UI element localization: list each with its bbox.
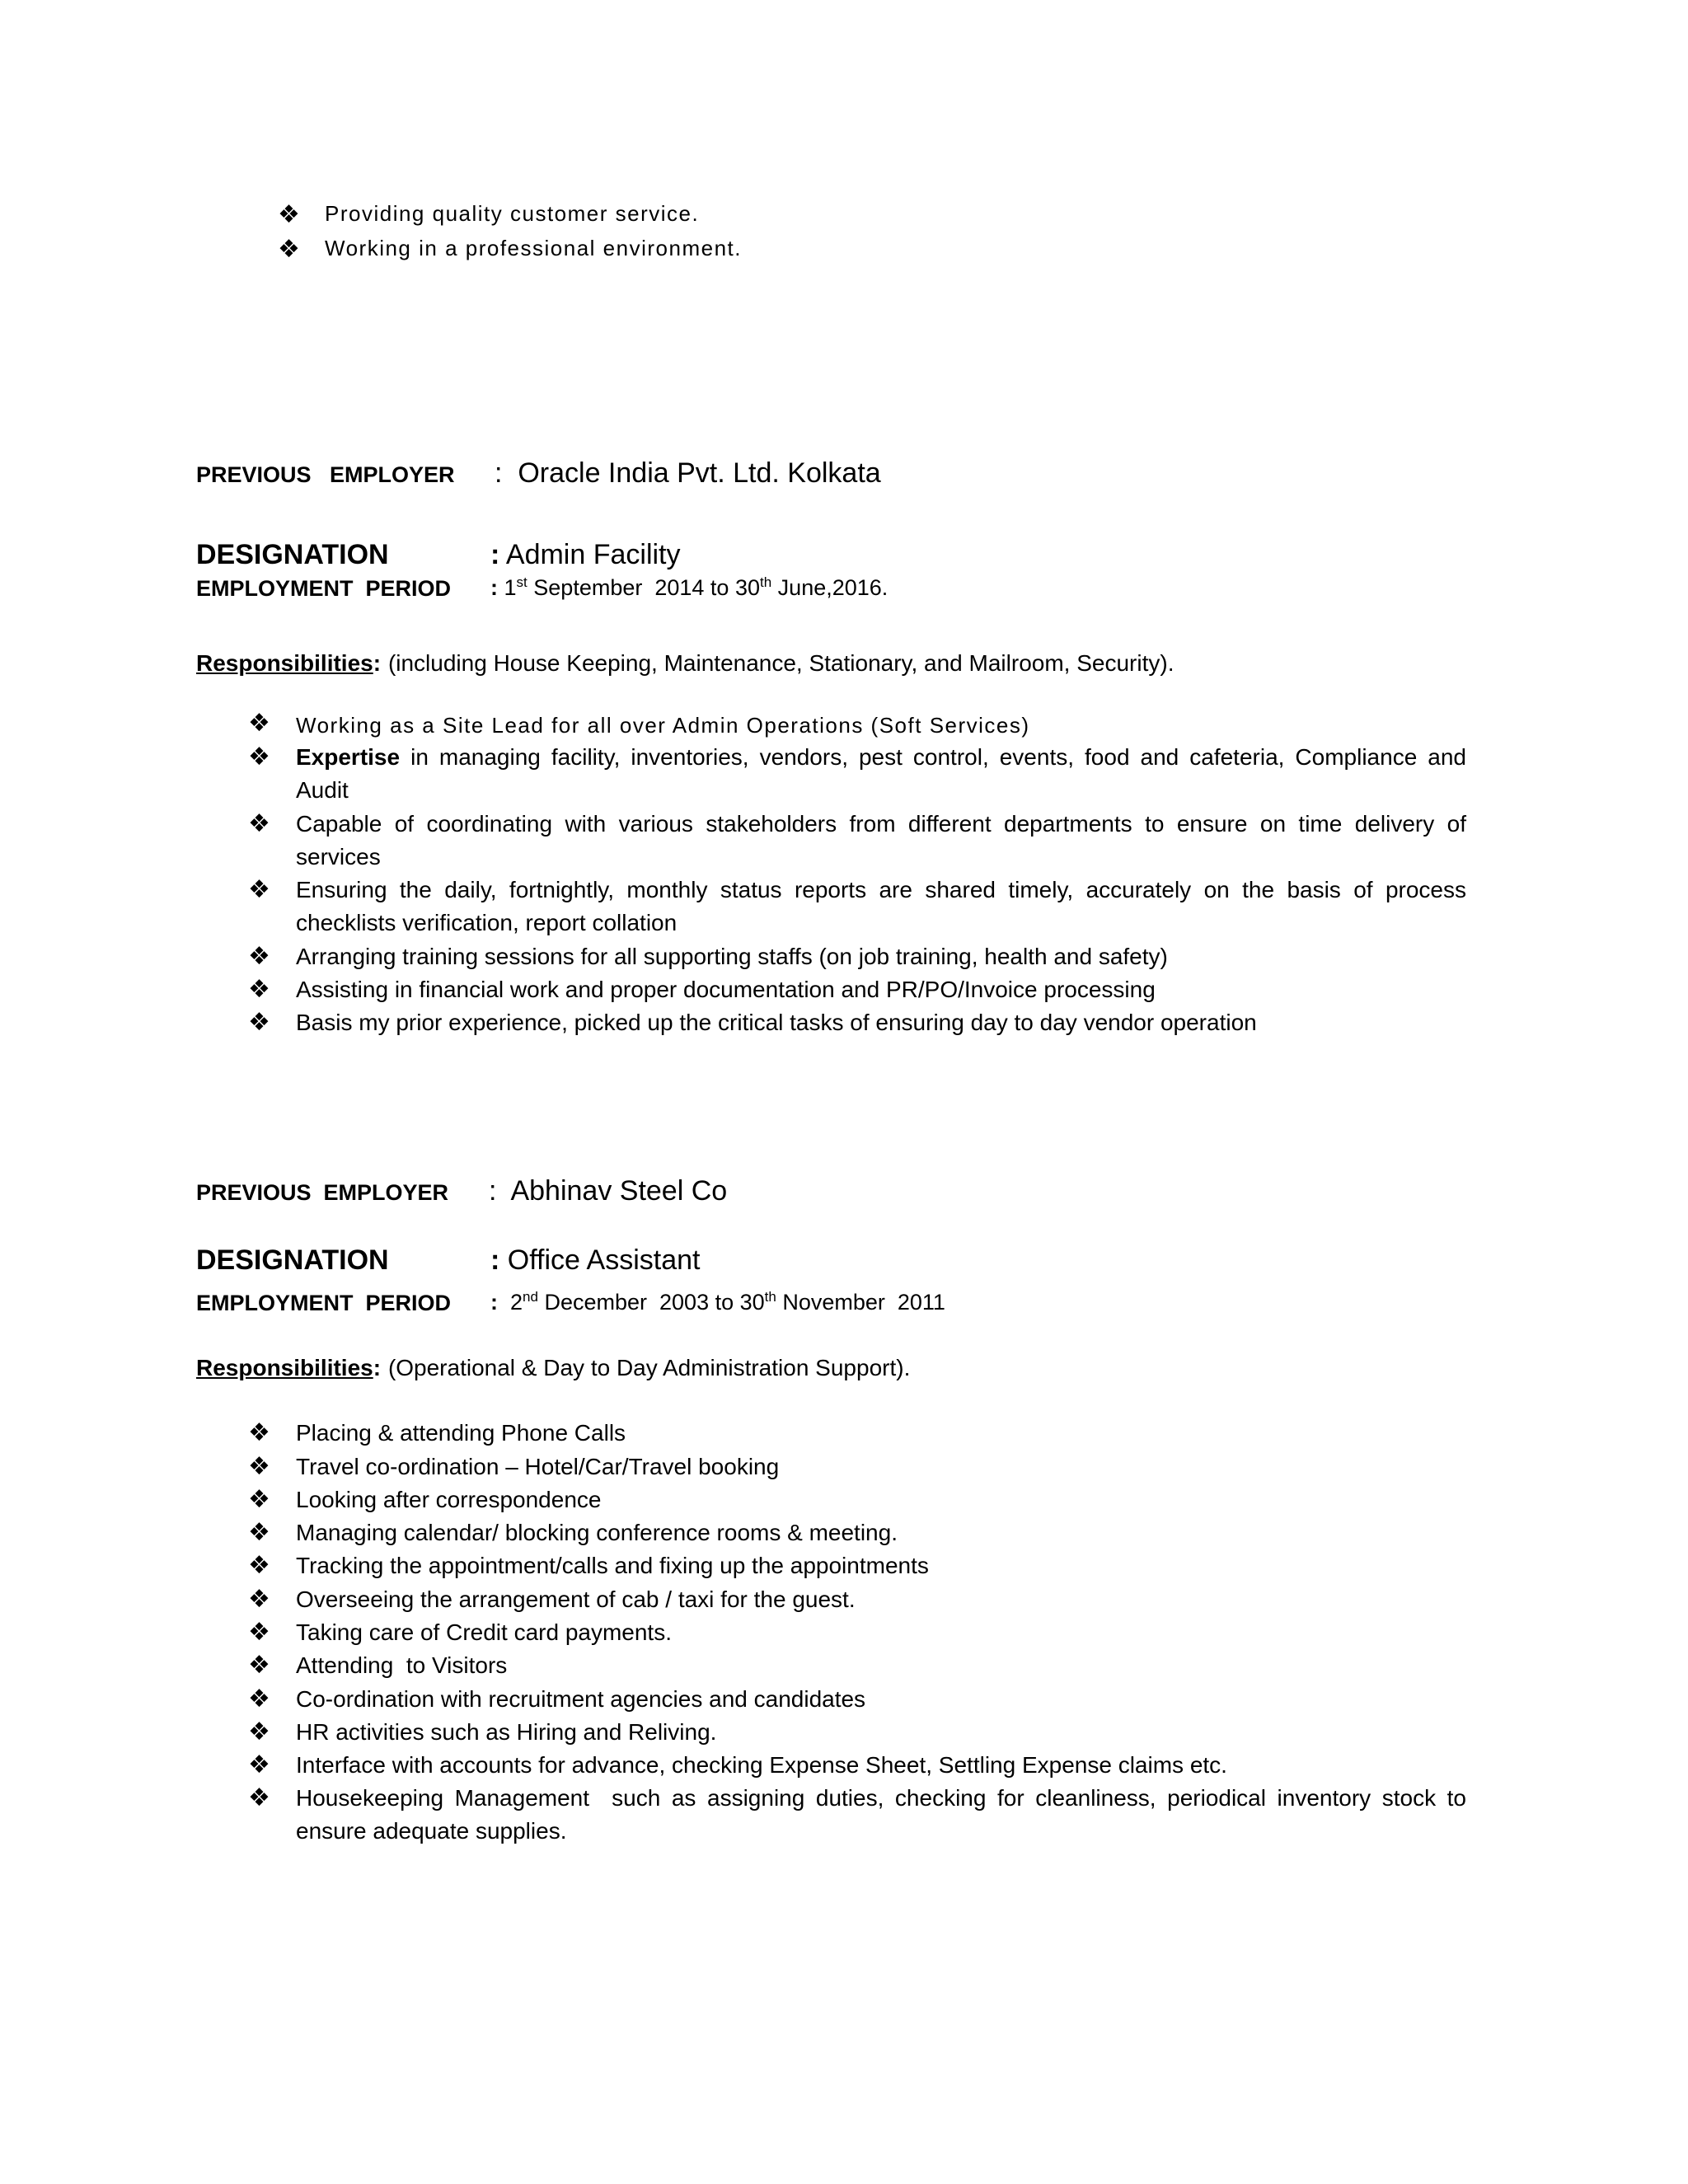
bullet-icon: ❖ bbox=[248, 809, 270, 838]
bullet-icon: ❖ bbox=[248, 1618, 270, 1647]
list-item: Looking after correspondence bbox=[296, 1487, 602, 1512]
responsibilities-label: Responsibilities bbox=[196, 1355, 373, 1380]
period-value bbox=[490, 1290, 945, 1315]
period-start-day: 1 bbox=[504, 575, 517, 600]
bullet-icon: ❖ bbox=[248, 1750, 270, 1779]
list-item: Tracking the appointment/calls and fixing up the appointments bbox=[296, 1553, 929, 1578]
list-item: Providing quality customer service. bbox=[325, 201, 700, 226]
designation-text: Admin Facility bbox=[499, 539, 681, 570]
period-end-rest: June,2016. bbox=[771, 575, 889, 600]
responsibilities-label: Responsibilities bbox=[196, 650, 373, 676]
period-start-rest: September 2014 to 30 bbox=[527, 575, 760, 600]
list-item bbox=[296, 741, 1466, 807]
list-item: Taking care of Credit card payments. bbox=[296, 1619, 672, 1645]
bullet-icon: ❖ bbox=[248, 942, 270, 971]
period-colon: : bbox=[490, 1290, 498, 1315]
list-item: Housekeeping Management such as assigning duties, checking for cleanliness, periodical inventory stock to ensure adequate supplies. bbox=[296, 1785, 1473, 1844]
responsibilities-heading bbox=[196, 650, 1174, 677]
designation-colon: : bbox=[490, 539, 500, 570]
list-item: Co-ordination with recruitment agencies and candidates bbox=[296, 1686, 866, 1712]
responsibilities-note: (Operational & Day to Day Administration Support). bbox=[387, 1355, 911, 1380]
list-item-text: in managing facility, inventories, vendors, pest control, events, food and cafeteria, Compliance and Audit bbox=[296, 744, 1466, 803]
responsibilities-colon: : bbox=[373, 1355, 382, 1380]
list-item: Overseeing the arrangement of cab / taxi for the guest. bbox=[296, 1586, 856, 1612]
list-item: Travel co-ordination – Hotel/Car/Travel booking bbox=[296, 1454, 780, 1479]
employer-label: PREVIOUS EMPLOYER bbox=[196, 1180, 449, 1205]
list-item: Working in a professional environment. bbox=[325, 236, 742, 260]
bullet-icon: ❖ bbox=[248, 975, 270, 1004]
designation-value bbox=[490, 1244, 700, 1277]
period-value bbox=[490, 575, 888, 601]
bullet-icon: ❖ bbox=[248, 1418, 270, 1447]
list-item: Basis my prior experience, picked up the critical tasks of ensuring day to day vendor operation bbox=[296, 1010, 1257, 1035]
list-item: Capable of coordinating with various stakeholders from different departments to ensure on time delivery of services bbox=[296, 811, 1466, 869]
responsibilities-colon: : bbox=[373, 650, 382, 676]
period-label: EMPLOYMENT PERIOD bbox=[196, 576, 452, 601]
bullet-icon: ❖ bbox=[248, 1585, 270, 1614]
list-item: Interface with accounts for advance, checking Expense Sheet, Settling Expense claims etc. bbox=[296, 1752, 1227, 1778]
list-item: Arranging training sessions for all supporting staffs (on job training, health and safety) bbox=[296, 944, 1168, 969]
list-item: Attending to Visitors bbox=[296, 1652, 508, 1678]
list-item: Ensuring the daily, fortnightly, monthly status reports are shared timely, accurately on the basis of process checklists verification, report collation bbox=[296, 877, 1466, 935]
list-item: Placing & attending Phone Calls bbox=[296, 1420, 626, 1446]
designation-colon: : bbox=[490, 1244, 500, 1276]
bullet-icon: ❖ bbox=[248, 709, 270, 738]
period-start-sup: nd bbox=[523, 1289, 538, 1305]
bullet-icon: ❖ bbox=[278, 200, 300, 229]
period-start-rest: December 2003 to 30 bbox=[537, 1290, 765, 1315]
designation-value bbox=[490, 539, 681, 571]
bullet-icon: ❖ bbox=[248, 875, 270, 904]
employer-label: PREVIOUS EMPLOYER bbox=[196, 462, 455, 487]
list-item: Managing calendar/ blocking conference rooms & meeting. bbox=[296, 1520, 898, 1545]
period-end-sup: th bbox=[759, 574, 772, 590]
bullet-icon: ❖ bbox=[248, 1008, 270, 1037]
bullet-icon: ❖ bbox=[248, 1452, 270, 1481]
bullet-icon: ❖ bbox=[248, 1718, 270, 1746]
bullet-icon: ❖ bbox=[248, 1518, 270, 1547]
period-end-sup: th bbox=[764, 1289, 776, 1305]
bullet-icon: ❖ bbox=[248, 1485, 270, 1514]
period-start-day: 2 bbox=[510, 1290, 523, 1315]
designation-label: DESIGNATION bbox=[196, 1244, 389, 1276]
period-end-rest: November 2011 bbox=[776, 1290, 945, 1315]
list-item: Assisting in financial work and proper documentation and PR/PO/Invoice processing bbox=[296, 977, 1156, 1002]
period-start-sup: st bbox=[516, 574, 528, 590]
bullet-icon: ❖ bbox=[248, 743, 270, 771]
period-label: EMPLOYMENT PERIOD bbox=[196, 1291, 452, 1315]
list-item: HR activities such as Hiring and Reliving. bbox=[296, 1719, 717, 1745]
employer-value: : Oracle India Pvt. Ltd. Kolkata bbox=[495, 457, 881, 489]
responsibilities-heading bbox=[196, 1355, 910, 1381]
bullet-icon: ❖ bbox=[248, 1783, 270, 1812]
employer-value: : Abhinav Steel Co bbox=[489, 1175, 728, 1207]
bullet-icon: ❖ bbox=[278, 235, 300, 264]
designation-label: DESIGNATION bbox=[196, 539, 389, 570]
responsibilities-note: (including House Keeping, Maintenance, Stationary, and Mailroom, Security). bbox=[387, 650, 1175, 676]
bullet-icon: ❖ bbox=[248, 1551, 270, 1580]
list-item: Working as a Site Lead for all over Admin Operations (Soft Services) bbox=[296, 713, 1030, 738]
designation-text: Office Assistant bbox=[499, 1244, 701, 1276]
expertise-bold: Expertise bbox=[296, 744, 401, 770]
bullet-icon: ❖ bbox=[248, 1685, 270, 1713]
bullet-icon: ❖ bbox=[248, 1651, 270, 1680]
period-colon: : bbox=[490, 575, 498, 600]
